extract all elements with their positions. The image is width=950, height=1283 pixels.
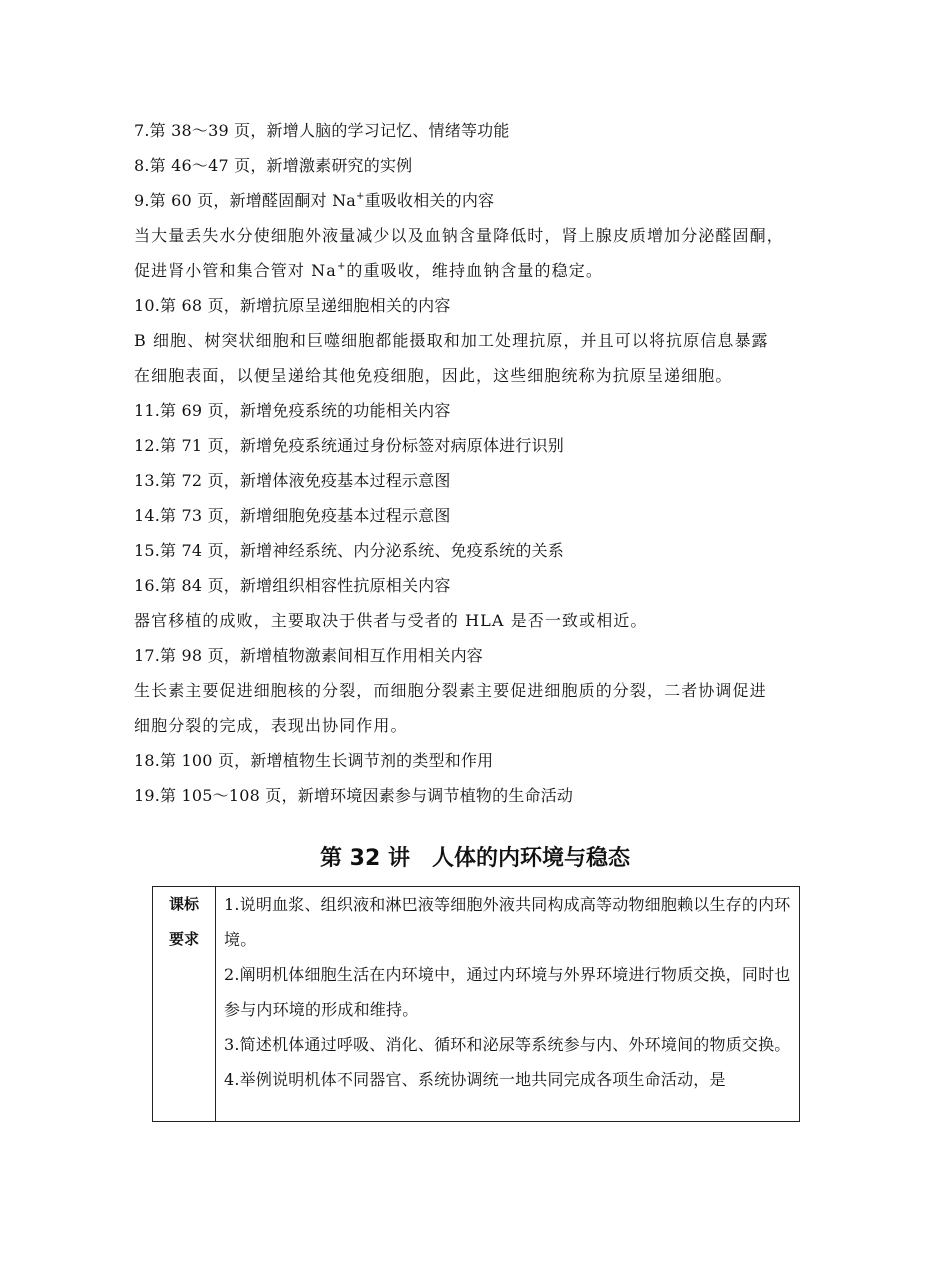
text-line: 11.第 69 页，新增免疫系统的功能相关内容 (134, 401, 451, 420)
text-line: 当大量丢失水分使细胞外液量减少以及血钠含量降低时，肾上腺皮质增加分泌醛固酮， (134, 226, 784, 245)
requirement-item: 1.说明血浆、组织液和淋巴液等细胞外液共同构成高等动物细胞赖以生存的内环境。 (224, 895, 791, 949)
text-fragment: 重吸收相关的内容 (364, 191, 495, 210)
lecture-number: 第 32 讲 (320, 846, 410, 871)
text-line: 8.第 46～47 页，新增激素研究的实例 (134, 156, 413, 175)
text-line (134, 189, 494, 213)
header-label: 课标 (168, 895, 199, 913)
requirements-content-cell (216, 887, 800, 1122)
text-line: 细胞分裂的完成，表现出协同作用。 (134, 716, 408, 735)
text-line: B 细胞、树突状细胞和巨噬细胞都能摄取和加工处理抗原，并且可以将抗原信息暴露 (134, 331, 769, 350)
superscript: + (336, 261, 347, 272)
table-row (153, 887, 800, 1122)
text-line: 12.第 71 页，新增免疫系统通过身份标签对病原体进行识别 (134, 436, 564, 455)
requirements-table (152, 886, 800, 1122)
requirements-list (224, 887, 793, 1121)
requirement-item: 3.简述机体通过呼吸、消化、循环和泌尿等系统参与内、外环境间的物质交换。 (224, 1035, 791, 1054)
text-line: 7.第 38～39 页，新增人脑的学习记忆、情绪等功能 (134, 121, 510, 140)
text-line (134, 259, 603, 283)
text-line: 器官移植的成败，主要取决于供者与受者的 HLA 是否一致或相近。 (134, 611, 648, 630)
text-fragment: 的重吸收，维持血钠含量的稳定。 (346, 261, 603, 280)
text-line: 10.第 68 页，新增抗原呈递细胞相关的内容 (134, 296, 451, 315)
text-line: 13.第 72 页，新增体液免疫基本过程示意图 (134, 471, 451, 490)
text-line: 16.第 84 页，新增组织相容性抗原相关内容 (134, 576, 451, 595)
requirement-item: 4.举例说明机体不同器官、系统协调统一地共同完成各项生命活动，是 (224, 1070, 726, 1089)
text-line: 14.第 73 页，新增细胞免疫基本过程示意图 (134, 506, 451, 525)
text-line: 18.第 100 页，新增植物生长调节剂的类型和作用 (134, 751, 494, 770)
lecture-name: 人体的内环境与稳态 (431, 846, 630, 871)
text-line: 17.第 98 页，新增植物激素间相互作用相关内容 (134, 646, 483, 665)
requirements-header-cell (153, 887, 216, 1122)
header-label: 要求 (168, 930, 199, 948)
superscript: + (356, 191, 365, 202)
text-fragment: 9.第 60 页，新增醛固酮对 Na (134, 191, 357, 210)
text-fragment: 促进肾小管和集合管对 Na (134, 261, 337, 280)
text-line: 19.第 105～108 页，新增环境因素参与调节植物的生命活动 (134, 786, 574, 805)
lecture-title (0, 842, 950, 876)
text-line: 生长素主要促进细胞核的分裂，而细胞分裂素主要促进细胞质的分裂，二者协调促进 (134, 681, 767, 700)
requirement-item: 2.阐明机体细胞生活在内环境中，通过内环境与外界环境进行物质交换，同时也参与内环境的形成和维持。 (224, 965, 791, 1019)
text-line: 15.第 74 页，新增神经系统、内分泌系统、免疫系统的关系 (134, 541, 564, 560)
text-line: 在细胞表面，以便呈递给其他免疫细胞，因此，这些细胞统称为抗原呈递细胞。 (134, 366, 733, 385)
